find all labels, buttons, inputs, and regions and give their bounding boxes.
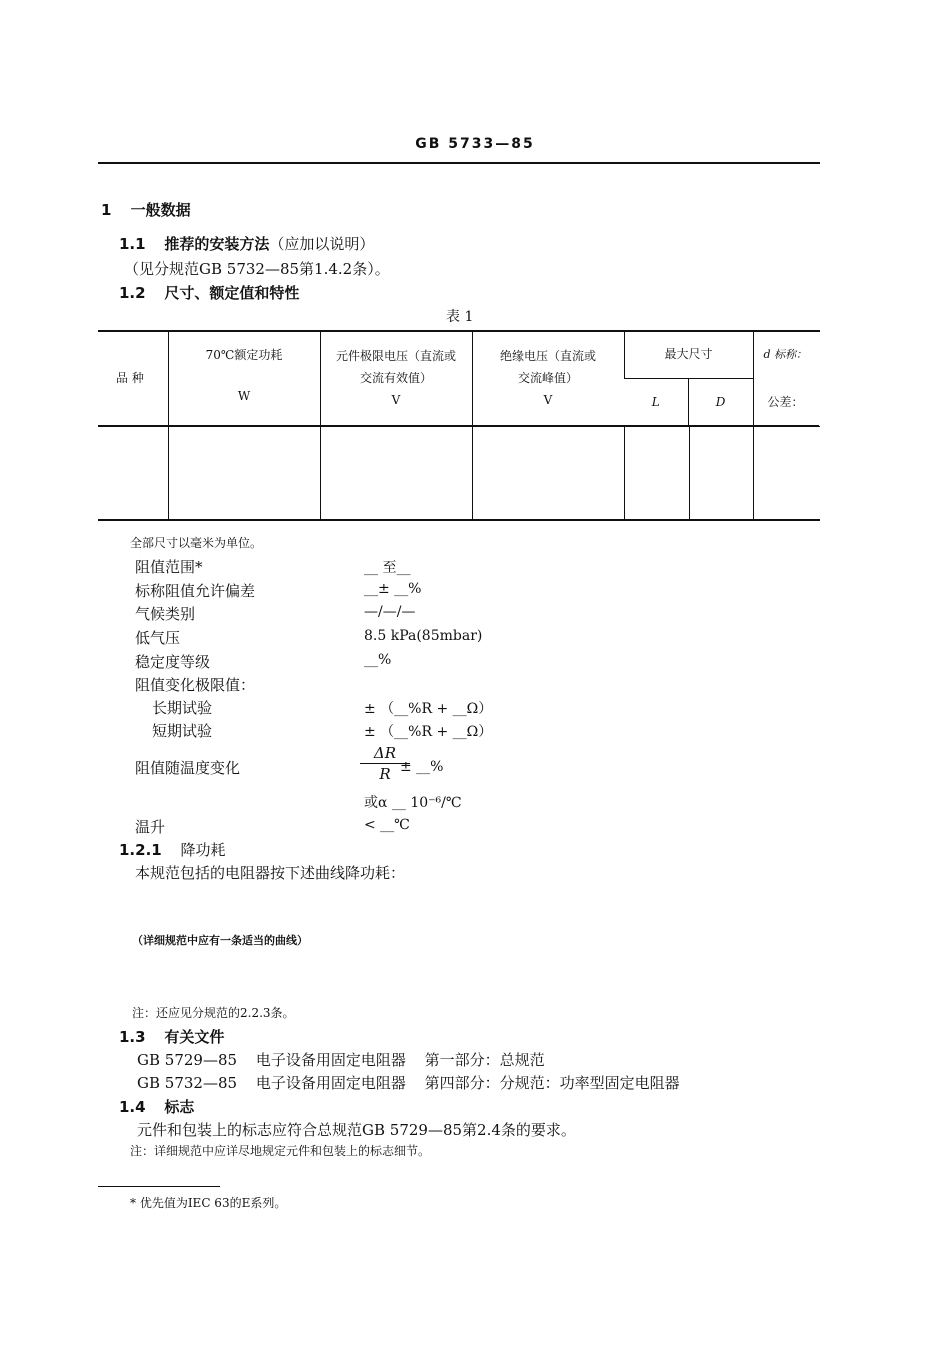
section-1-4-heading (119, 1096, 194, 1117)
section-title: 推荐的安装方法 (164, 235, 270, 253)
char-value-long-term: ± （__%R + __Ω） (364, 701, 493, 717)
document-code-header: GB 5733—85 (415, 136, 535, 152)
section-1-1-heading (119, 233, 374, 254)
char-value-stability: __% (364, 652, 392, 668)
section-1-2-1-body: 本规范包括的电阻器按下述曲线降功耗： (135, 864, 406, 882)
related-doc-2: GB 5732—85 电子设备用固定电阻器 第四部分：分规范：功率型固定电阻器 (137, 1074, 680, 1092)
char-label-stability: 稳定度等级 (135, 653, 211, 671)
table-cell (753, 425, 819, 519)
char-label-long-term: 长期试验 (152, 699, 213, 717)
char-label-temp-rise: 温升 (135, 818, 166, 836)
header-d-tolerance: 公差： (753, 378, 819, 425)
char-value-resistance-range: __ 至__ (364, 560, 411, 576)
section-1-3-heading (119, 1026, 224, 1047)
section-number: 1.2.1 (119, 841, 162, 859)
fraction-numerator: ΔR (373, 744, 397, 762)
section-title: 有关文件 (164, 1028, 225, 1046)
section-number: 1.4 (119, 1098, 146, 1116)
section-1-4-body: 元件和包装上的标志应符合总规范GB 5729—85第2.4条的要求。 (137, 1121, 576, 1139)
char-label-change-limits: 阻值变化极限值： (135, 676, 256, 694)
curve-placeholder-note: （详细规范中应有一条适当的曲线） (132, 934, 308, 947)
temp-coefficient-alt: 或α __ 10⁻⁶/℃ (364, 795, 462, 811)
section-1-heading (101, 199, 191, 220)
char-value-low-pressure: 8.5 kPa(85mbar) (364, 628, 483, 644)
footnote-rule (98, 1186, 220, 1187)
section-title: 标志 (164, 1098, 195, 1116)
header-rated-power: 70℃额定功耗 W (168, 330, 320, 425)
dimensions-ratings-table (98, 330, 819, 519)
table-bottom-rule (98, 519, 820, 521)
header-limiting-voltage: 元件极限电压（直流或交流有效值） V (320, 330, 472, 425)
temp-coefficient-tail: ± __% (400, 759, 444, 775)
char-value-climatic: —/—/— (364, 604, 416, 620)
section-1-2-heading (119, 282, 299, 303)
related-doc-1: GB 5729—85 电子设备用固定电阻器 第一部分：总规范 (137, 1051, 545, 1069)
footnote: * 优先值为IEC 63的E系列。 (130, 1196, 287, 1210)
char-label-resistance-range: 阻值范围* (135, 558, 203, 576)
section-title: 降功耗 (180, 841, 226, 859)
char-value-short-term: ± （__%R + __Ω） (364, 724, 493, 740)
table-cell (98, 425, 168, 519)
char-label-temp-coefficient: 阻值随温度变化 (135, 759, 241, 777)
section-1-2-1-heading (119, 839, 226, 860)
section-number: 1.2 (119, 284, 146, 302)
header-variety: 品 种 (116, 370, 144, 385)
char-value-temp-rise: < __℃ (364, 817, 410, 833)
table-cell (624, 425, 753, 519)
table-cell (168, 425, 320, 519)
table-caption: 表 1 (446, 309, 474, 325)
header-d-nominal: d 标称： (753, 330, 819, 378)
section-title: 一般数据 (130, 201, 191, 219)
units-note: 全部尺寸以毫米为单位。 (130, 536, 263, 550)
header-insulation-voltage: 绝缘电压（直流或交流峰值） V (472, 330, 624, 425)
section-1-1-body: （见分规范GB 5732—85第1.4.2条）。 (124, 260, 390, 278)
char-value-tolerance: __± __% (364, 581, 422, 597)
section-title: 尺寸、额定值和特性 (164, 284, 300, 302)
section-number: 1.3 (119, 1028, 146, 1046)
section-note: （应加以说明） (269, 235, 375, 253)
section-number: 1.1 (119, 235, 146, 253)
section-number: 1 (101, 201, 112, 219)
table-header-rule (98, 426, 820, 427)
table-cell (320, 425, 472, 519)
header-L: L (651, 394, 660, 409)
char-label-short-term: 短期试验 (152, 722, 213, 740)
header-max-dimensions: 最大尺寸 (624, 330, 753, 378)
fraction-denominator: R (379, 765, 391, 783)
table-cell (472, 425, 624, 519)
char-label-low-pressure: 低气压 (135, 629, 181, 647)
section-1-4-note: 注：详细规范中应详尽地规定元件和包装上的标志细节。 (130, 1144, 431, 1158)
char-label-climatic: 气候类别 (135, 605, 196, 623)
char-label-tolerance: 标称阻值允许偏差 (135, 582, 256, 600)
section-1-2-1-note: 注：还应见分规范的2.2.3条。 (132, 1006, 295, 1020)
header-D: D (688, 378, 753, 425)
header-rule (98, 162, 820, 164)
